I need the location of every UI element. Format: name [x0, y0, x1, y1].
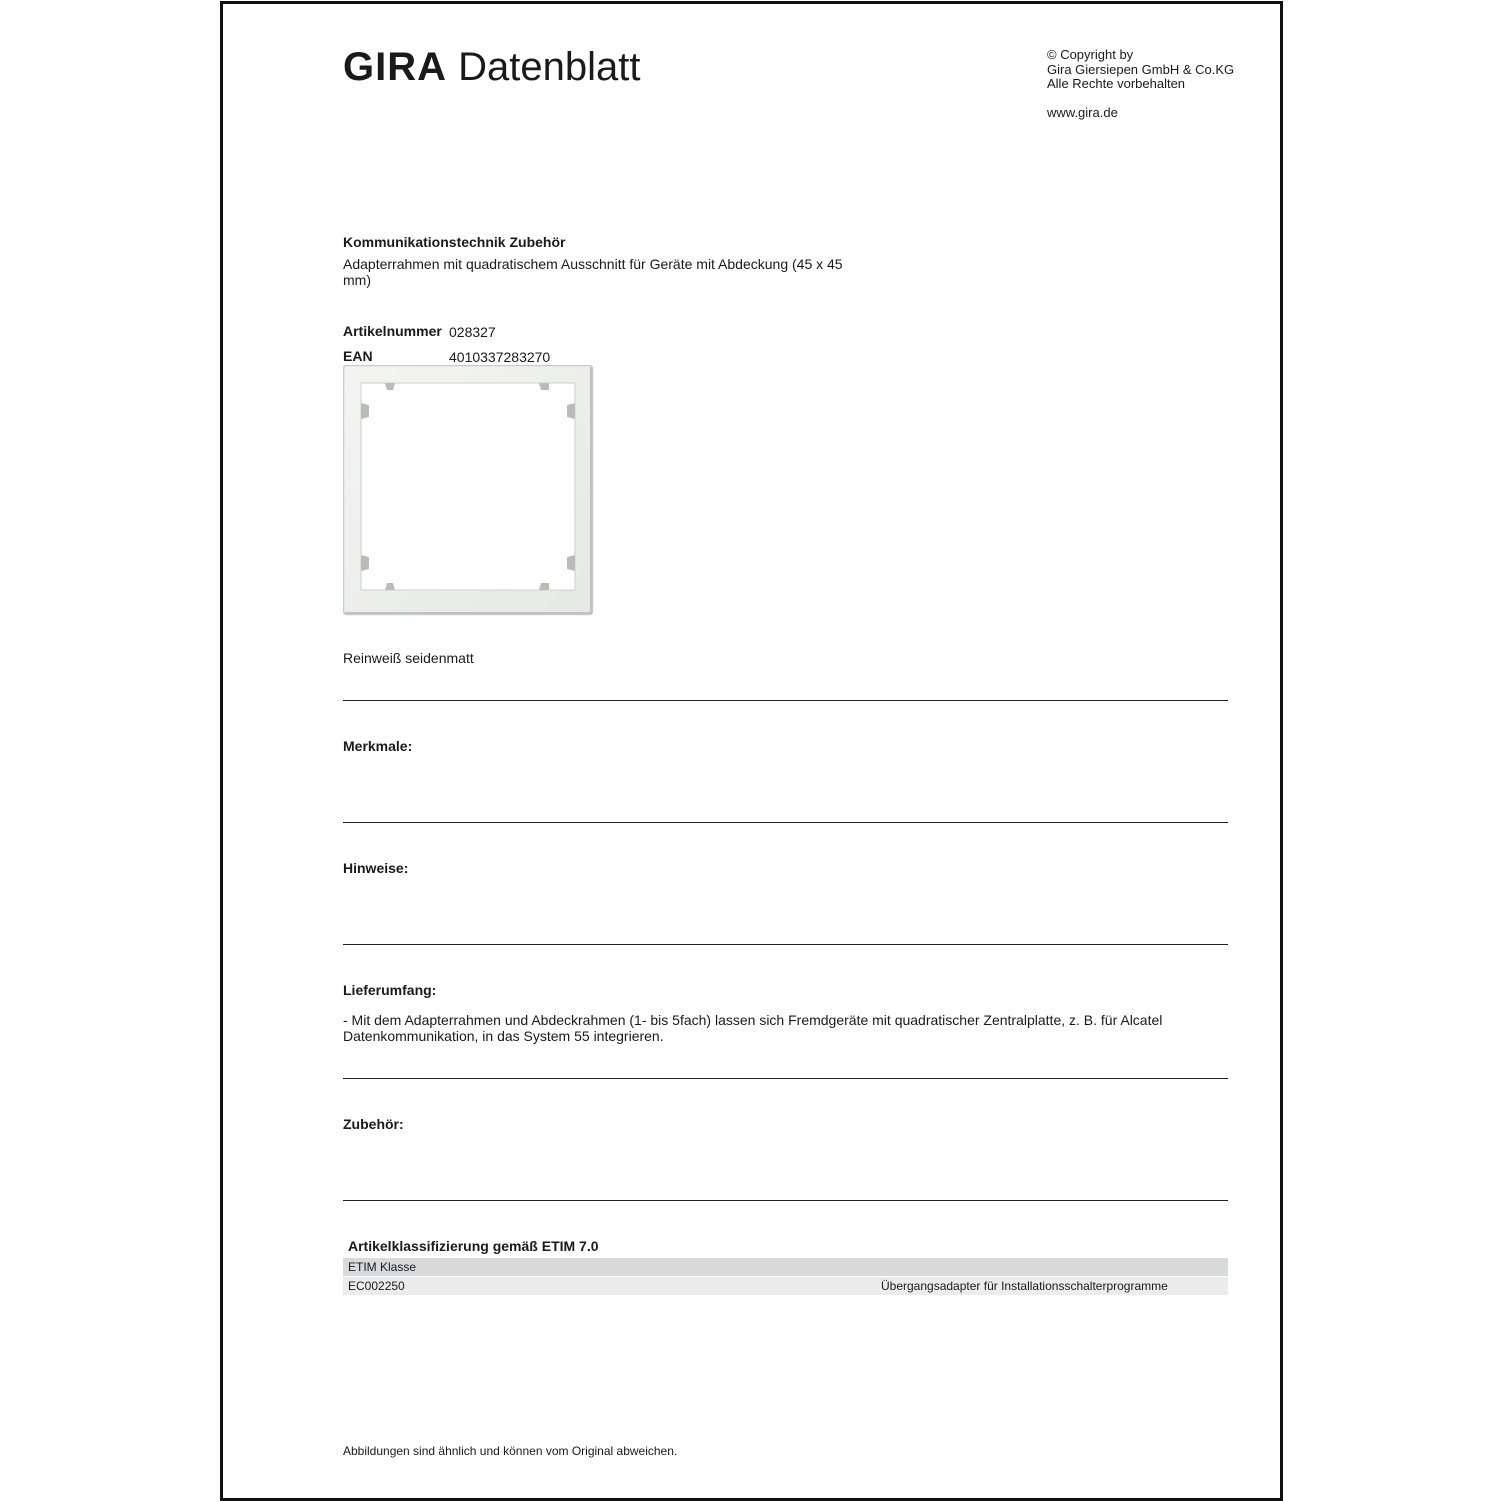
divider: [343, 1078, 1228, 1079]
website-link[interactable]: www.gira.de: [1047, 105, 1118, 120]
divider: [343, 700, 1228, 701]
etim-title: Artikelklassifizierung gemäß ETIM 7.0: [348, 1238, 599, 1254]
copyright-line: © Copyright by: [1047, 47, 1134, 62]
copyright-line: Alle Rechte vorbehalten: [1047, 76, 1186, 91]
product-color: Reinweiß seidenmatt: [343, 650, 474, 666]
ean-label: EAN: [343, 348, 373, 364]
copyright-block: [1047, 48, 1234, 92]
etim-header-row: [343, 1258, 1228, 1276]
product-category: Kommunikationstechnik Zubehör: [343, 234, 566, 250]
footer-note: Abbildungen sind ähnlich und können vom Original abweichen.: [343, 1444, 678, 1458]
brand-name: GIRA: [343, 45, 447, 89]
article-number-label: Artikelnummer: [343, 323, 442, 339]
merkmale-heading: Merkmale:: [343, 738, 413, 754]
product-description: Adapterrahmen mit quadratischem Ausschnitt für Geräte mit Abdeckung (45 x 45 mm): [343, 256, 843, 288]
lieferumfang-body: - Mit dem Adapterrahmen und Abdeckrahmen (1- bis 5fach) lassen sich Fremdgeräte mit quadratischer Zentralplatte, z. B. für Alcatel Datenkommunikation, in das System 55 integrieren.: [343, 1012, 1163, 1044]
divider: [343, 944, 1228, 945]
etim-class-code: EC002250: [348, 1279, 405, 1293]
ean-value: 4010337283270: [449, 349, 551, 365]
product-image-adapter-frame: [343, 365, 594, 616]
copyright-line: Gira Giersiepen GmbH & Co.KG: [1047, 61, 1235, 77]
hinweise-heading: Hinweise:: [343, 860, 409, 876]
etim-data-row: [343, 1277, 1228, 1295]
zubehoer-heading: Zubehör:: [343, 1116, 404, 1132]
divider: [343, 1200, 1228, 1201]
divider: [343, 822, 1228, 823]
gira-datenblatt-logo: [343, 44, 640, 90]
document-type: Datenblatt: [458, 45, 641, 89]
etim-header-label: ETIM Klasse: [348, 1260, 417, 1274]
article-number-value: 028327: [449, 324, 496, 340]
lieferumfang-heading: Lieferumfang:: [343, 982, 437, 998]
etim-class-name: Übergangsadapter für Installationsschalterprogramme: [881, 1279, 1168, 1293]
